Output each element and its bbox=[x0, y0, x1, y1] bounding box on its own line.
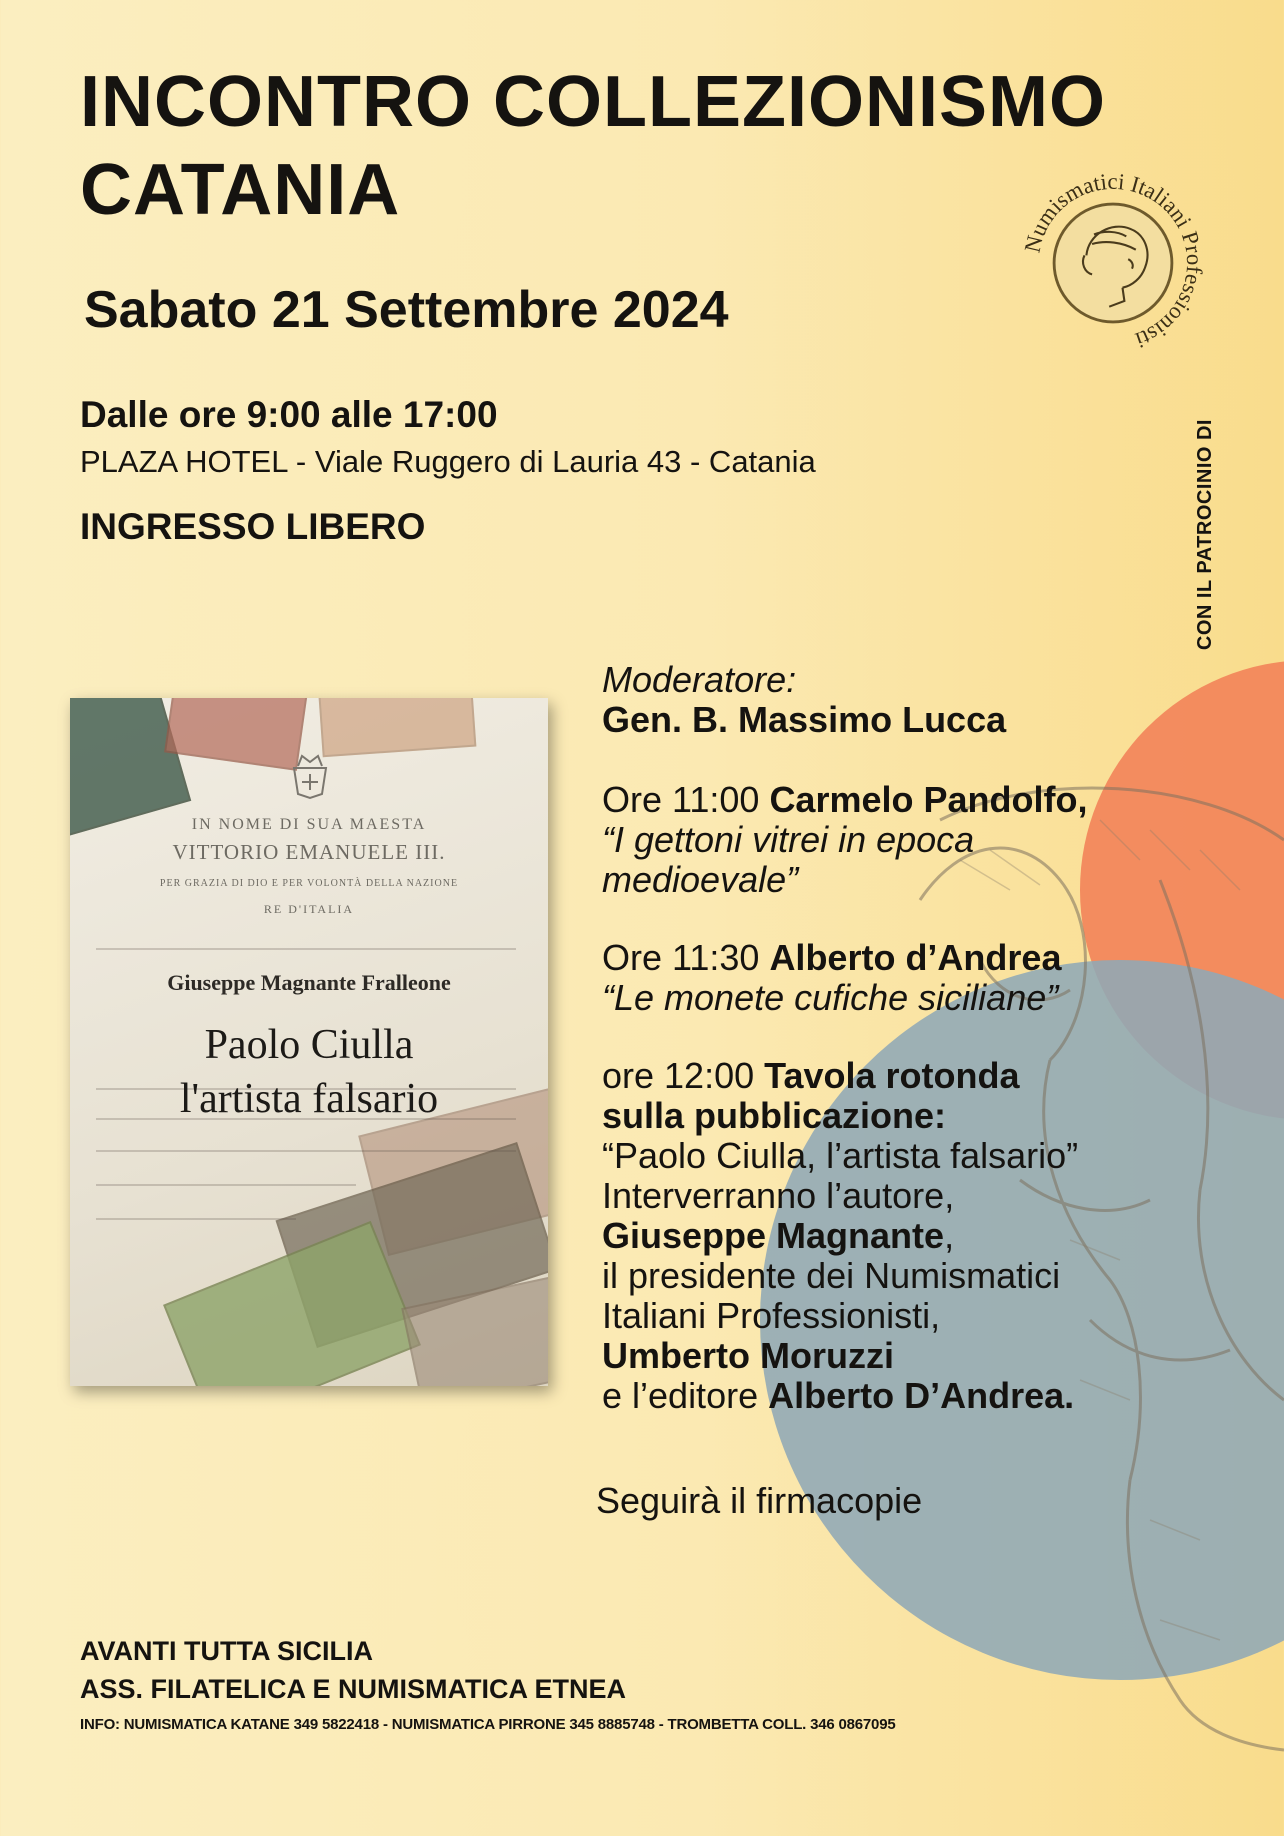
talk1-speaker: Carmelo Pandolfo, bbox=[769, 779, 1088, 820]
book-header-line2: VITTORIO EMANUELE III. bbox=[172, 840, 446, 864]
book-header-line3: PER GRAZIA DI DIO E PER VOLONTÀ DELLA NAZIONE bbox=[159, 878, 459, 889]
round-author: Giuseppe Magnante bbox=[602, 1215, 945, 1256]
round-president: Umberto Moruzzi bbox=[602, 1335, 894, 1376]
script-line bbox=[96, 948, 516, 950]
round-line1: Interverranno l’autore, bbox=[602, 1175, 955, 1216]
script-line bbox=[96, 1184, 356, 1186]
patronage-label bbox=[1182, 390, 1228, 680]
organizer-2: ASS. FILATELICA E NUMISMATICA ETNEA bbox=[80, 1674, 626, 1704]
round-line3: Italiani Professionisti, bbox=[602, 1295, 941, 1336]
round-book: “Paolo Ciulla, l’artista falsario” bbox=[602, 1135, 1079, 1176]
book-title-line2: l'artista falsario bbox=[179, 1076, 439, 1122]
event-title-line1: INCONTRO COLLEZIONISMO bbox=[80, 62, 1106, 142]
book-title bbox=[70, 1018, 548, 1126]
book-author: Giuseppe Magnante Fralleone bbox=[167, 970, 451, 995]
event-hours: Dalle ore 9:00 alle 17:00 bbox=[80, 394, 498, 435]
entry-note: INGRESSO LIBERO bbox=[80, 506, 426, 547]
moderator-label: Moderatore: bbox=[602, 659, 797, 700]
script-line bbox=[96, 1218, 296, 1220]
script-line bbox=[96, 1150, 516, 1152]
talk2-speaker: Alberto d’Andrea bbox=[769, 937, 1062, 978]
banknote-decor bbox=[318, 698, 477, 757]
nip-seal-logo bbox=[1018, 168, 1208, 358]
book-signing-note: Seguirà il firmacopie bbox=[596, 1480, 923, 1521]
patronage-text: CON IL PATROCINIO DI bbox=[1193, 419, 1216, 651]
book-title-line1: Paolo Ciulla bbox=[204, 1022, 414, 1068]
spacer bbox=[602, 1018, 1242, 1056]
spacer bbox=[602, 740, 1242, 780]
event-address: PLAZA HOTEL - Viale Ruggero di Lauria 43 - Catania bbox=[80, 444, 816, 479]
round-editor: Alberto D’Andrea. bbox=[768, 1375, 1075, 1416]
event-title-line2: CATANIA bbox=[80, 150, 401, 230]
book-header-line4: RE D'ITALIA bbox=[263, 902, 355, 916]
event-date: Sabato 21 Settembre 2024 bbox=[84, 281, 729, 339]
talk2-title: “Le monete cufiche siciliane” bbox=[602, 977, 1059, 1018]
seal-text: Numismatici Italiani Professionisti bbox=[1019, 168, 1208, 354]
event-program bbox=[602, 660, 1242, 1416]
event-title bbox=[80, 58, 1106, 234]
round-time: ore 12:00 bbox=[602, 1055, 765, 1096]
royal-crest-icon bbox=[288, 752, 332, 800]
talk1-title-line1: “I gettoni vitrei in epoca bbox=[602, 819, 975, 860]
talk1-title-line2: medioevale” bbox=[602, 859, 799, 900]
talk1-time: Ore 11:00 bbox=[602, 779, 770, 820]
round-label-line1: Tavola rotonda bbox=[764, 1055, 1020, 1096]
book-cover bbox=[70, 698, 548, 1386]
round-editor-prefix: e l’editore bbox=[602, 1375, 769, 1416]
round-author-suffix: , bbox=[944, 1215, 955, 1256]
round-label-line2: sulla pubblicazione: bbox=[602, 1095, 947, 1136]
round-line2: il presidente dei Numismatici bbox=[602, 1255, 1061, 1296]
spacer bbox=[602, 900, 1242, 938]
talk2-time: Ore 11:30 bbox=[602, 937, 770, 978]
moderator-name: Gen. B. Massimo Lucca bbox=[602, 699, 1007, 740]
contact-info: INFO: NUMISMATICA KATANE 349 5822418 - NUMISMATICA PIRRONE 345 8885748 - TROMBETTA COLL. 346 0867095 bbox=[80, 1716, 896, 1733]
book-header-line1: IN NOME DI SUA MAESTA bbox=[191, 816, 427, 833]
organizer-1: AVANTI TUTTA SICILIA bbox=[80, 1636, 373, 1666]
